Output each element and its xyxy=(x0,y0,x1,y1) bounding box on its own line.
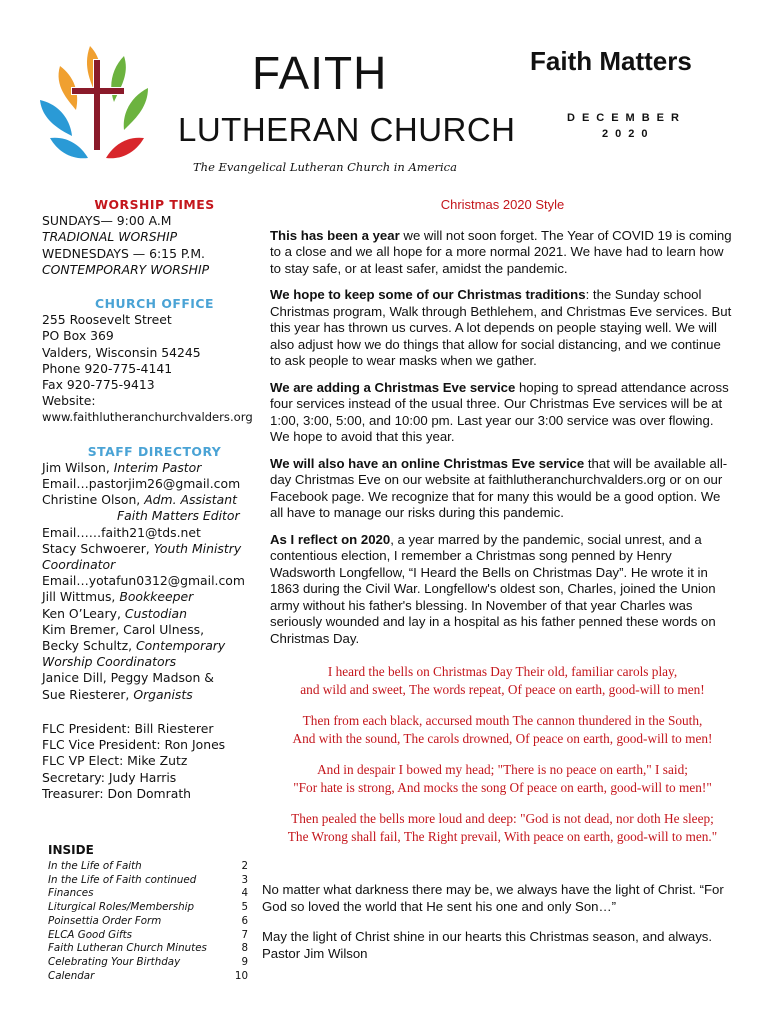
poem-line: and wild and sweet, The words repeat, Of peace on earth, good-will to men! xyxy=(300,681,705,697)
staff-role: Contemporary xyxy=(136,638,226,654)
paragraph-text: : the Sunday school Christmas program, Walk through Bethlehem, and Christmas Eve services. But this year has thrown us curves. A lot depends on people staying well. We will also adjust how we do things that allow for social distancing, and we continue to ask people to wear masks when we gather. xyxy=(270,287,732,368)
poem-stanza xyxy=(270,712,735,747)
lead-in: As I reflect on 2020 xyxy=(270,531,391,547)
lead-in: This has been a year xyxy=(270,227,400,243)
lead-in: We are adding a Christmas Eve service xyxy=(270,379,516,395)
lead-in: We will also have an online Christmas Eve service xyxy=(270,455,585,471)
staff-name: Ken O’Leary, xyxy=(42,605,125,621)
paragraph-text: , a year marred by the pandemic, social unrest, and a contentious election, I remember a Christmas song penned by Henry Wadsworth Longfellow, “I Heard the Bells on Christmas Day”. He wrote it in 1863 during the Civil War. Longfellow's oldest son, Charles, joined the Union army without his father's blessing. In November of that year Charles was seriously wounded and lay in a hospital as his father penned these words on Christmas Day. xyxy=(270,531,716,646)
toc-item[interactable] xyxy=(48,874,248,888)
council-line: Treasurer: Don Domrath xyxy=(42,785,192,801)
poem-line: I heard the bells on Christmas Day Their old, familiar carols play, xyxy=(327,664,678,679)
toc-page: 3 xyxy=(241,873,248,886)
staff-role: Youth Ministry xyxy=(153,540,242,556)
toc-page: 9 xyxy=(241,955,248,968)
closing-paragraph: No matter what darkness there may be, we always have the light of Christ. “For God so loved the world that He sent his one and only Son…” xyxy=(262,882,724,914)
toc-label: Finances xyxy=(48,887,94,900)
newsletter-title: Faith Matters xyxy=(530,46,692,76)
staff-role: Custodian xyxy=(124,605,187,621)
article-paragraph xyxy=(270,456,735,522)
poem-stanza xyxy=(270,761,735,796)
paragraph-text: that will be available all-day Christmas Eve on our website at faithlutheranchurchvalders.org or on our Facebook page. We recognize that for many this would be a good option. We all have to manage our risks during this pandemic. xyxy=(270,455,728,520)
staff-line xyxy=(42,589,267,605)
toc-page: 5 xyxy=(241,901,248,914)
toc-page: 6 xyxy=(241,914,248,927)
article-heading: Christmas 2020 Style xyxy=(440,197,565,212)
poem xyxy=(270,663,735,845)
poem-line: And in despair I bowed my head; "There is no peace on earth," I said; xyxy=(317,762,688,777)
staff-email[interactable]: Email…pastorjim26@gmail.com xyxy=(42,476,241,492)
poem-line: Then from each black, accursed mouth The cannon thundered in the South, xyxy=(302,713,703,728)
church-name-faith: FAITH xyxy=(252,47,388,99)
worship-line: WEDNESDAYS — 6:15 P.M. xyxy=(42,245,205,261)
staff-name: Christine Olson, xyxy=(42,492,145,508)
council-line: FLC President: Bill Riesterer xyxy=(42,720,214,736)
staff-role: Bookkeeper xyxy=(119,589,194,605)
lead-in: We hope to keep some of our Christmas traditions xyxy=(270,287,586,302)
worship-line: TRADIONAL WORSHIP xyxy=(42,229,178,245)
staff-line xyxy=(42,606,267,622)
toc-page: 10 xyxy=(234,969,248,982)
office-line: Website: xyxy=(42,393,96,409)
toc-item[interactable] xyxy=(48,970,248,984)
toc-item[interactable] xyxy=(48,956,248,970)
toc-page: 4 xyxy=(241,887,248,900)
poem-stanza xyxy=(270,810,735,845)
inside-title: INSIDE xyxy=(48,843,94,857)
article-paragraph xyxy=(270,228,735,278)
article-paragraph xyxy=(270,380,735,446)
council-line: FLC Vice President: Ron Jones xyxy=(42,737,226,753)
staff-line: Kim Bremer, Carol Ulness, xyxy=(42,621,205,637)
poem-stanza xyxy=(270,663,735,698)
worship-line: SUNDAYS— 9:00 A.M xyxy=(42,213,172,229)
staff-heading: STAFF DIRECTORY xyxy=(87,443,222,459)
sidebar xyxy=(42,197,267,802)
issue-year: 2020 xyxy=(602,128,655,140)
staff-role: Faith Matters Editor xyxy=(117,508,240,524)
staff-role: Interim Pastor xyxy=(113,459,202,475)
closing xyxy=(262,882,732,962)
staff-line xyxy=(42,492,267,508)
office-line: 255 Roosevelt Street xyxy=(42,312,172,328)
staff-name: Stacy Schwoerer, xyxy=(42,540,154,556)
worship-heading: WORSHIP TIMES xyxy=(94,197,215,212)
office-line: PO Box 369 xyxy=(42,328,114,344)
toc-page: 2 xyxy=(241,860,248,872)
toc-item[interactable] xyxy=(48,860,248,874)
closing-paragraph: May the light of Christ shine in our hearts this Christmas season, and always. xyxy=(262,929,713,944)
toc-page: 7 xyxy=(241,928,248,941)
staff-line xyxy=(42,541,267,557)
church-logo xyxy=(32,38,162,168)
toc-label: Faith Lutheran Church Minutes xyxy=(48,942,207,955)
staff-role: Worship Coordinators xyxy=(42,654,177,670)
tagline: The Evangelical Lutheran Church in America xyxy=(193,160,457,174)
poem-line: And with the sound, The carols drowned, Of peace on earth, good-will to men! xyxy=(292,730,713,746)
office-line: Phone 920-775-4141 xyxy=(42,360,173,376)
issue-month: DECEMBER xyxy=(567,112,686,124)
office-heading: CHURCH OFFICE xyxy=(95,296,214,312)
paragraph-text: we will not soon forget. The Year of COVID 19 is coming to a close and we all hope for a more normal 2021. We have had to learn how to stay safe, or at least safer, amidst the pandemic. xyxy=(270,227,732,276)
staff-name: Jim Wilson, xyxy=(42,459,114,475)
church-name-lutheran: LUTHERAN CHURCH xyxy=(178,111,516,148)
staff-name: Jill Wittmus, xyxy=(42,589,120,605)
council-line: Secretary: Judy Harris xyxy=(42,769,177,785)
staff-email[interactable]: Email……faith21@tds.net xyxy=(42,524,201,540)
council-line: FLC VP Elect: Mike Zutz xyxy=(42,753,188,769)
toc-page: 8 xyxy=(241,942,248,955)
poem-line: The Wrong shall fail, The Right prevail, With peace on earth, good-will to men." xyxy=(287,828,718,844)
website-link[interactable]: www.faithlutheranchurchvalders.org xyxy=(42,410,253,425)
article-paragraph xyxy=(270,287,735,370)
toc-item[interactable] xyxy=(48,915,248,929)
main-article xyxy=(270,197,735,859)
signature: Pastor Jim Wilson xyxy=(262,945,368,961)
toc-item[interactable] xyxy=(48,901,248,915)
staff-line xyxy=(42,638,267,654)
article-paragraph xyxy=(270,532,735,648)
toc-label: Calendar xyxy=(48,969,95,982)
paragraph-text: hoping to spread attendance across four services instead of the usual three. Our Christmas Eve services will be at 1:00, 3:00, 5:00, and 10:00 pm. Last year our 3:00 service was over flowing. We hope to avoid that this year. xyxy=(270,379,729,444)
staff-line xyxy=(42,687,267,703)
staff-line xyxy=(42,460,267,476)
poem-line: "For hate is strong, And mocks the song Of peace on earth, good-will to men!" xyxy=(293,779,712,795)
office-line: Valders, Wisconsin 54245 xyxy=(42,344,201,360)
inside-toc xyxy=(48,843,248,983)
staff-role: Organists xyxy=(133,686,193,702)
staff-email[interactable]: Email…yotafun0312@gmail.com xyxy=(42,573,245,589)
toc-label: In the Life of Faith xyxy=(48,860,142,872)
toc-label: Poinsettia Order Form xyxy=(48,914,162,927)
worship-line: CONTEMPORARY WORSHIP xyxy=(42,261,210,277)
toc-label: ELCA Good Gifts xyxy=(48,928,133,941)
staff-role: Coordinator xyxy=(42,557,116,573)
toc-label: Liturgical Roles/Membership xyxy=(48,901,195,914)
toc-item[interactable] xyxy=(48,929,248,943)
toc-label: Celebrating Your Birthday xyxy=(48,955,181,968)
staff-line: Janice Dill, Peggy Madson & xyxy=(42,670,214,686)
poem-line: Then pealed the bells more loud and deep: "God is not dead, nor doth He sleep; xyxy=(291,811,714,826)
staff-name: Sue Riesterer, xyxy=(42,686,134,702)
staff-name: Becky Schultz, xyxy=(42,638,137,654)
toc-list xyxy=(48,860,248,983)
office-line: Fax 920-775-9413 xyxy=(42,377,155,393)
staff-role: Adm. Assistant xyxy=(144,492,237,508)
toc-item[interactable] xyxy=(48,942,248,956)
toc-label: In the Life of Faith continued xyxy=(48,873,197,886)
toc-item[interactable] xyxy=(48,887,248,901)
